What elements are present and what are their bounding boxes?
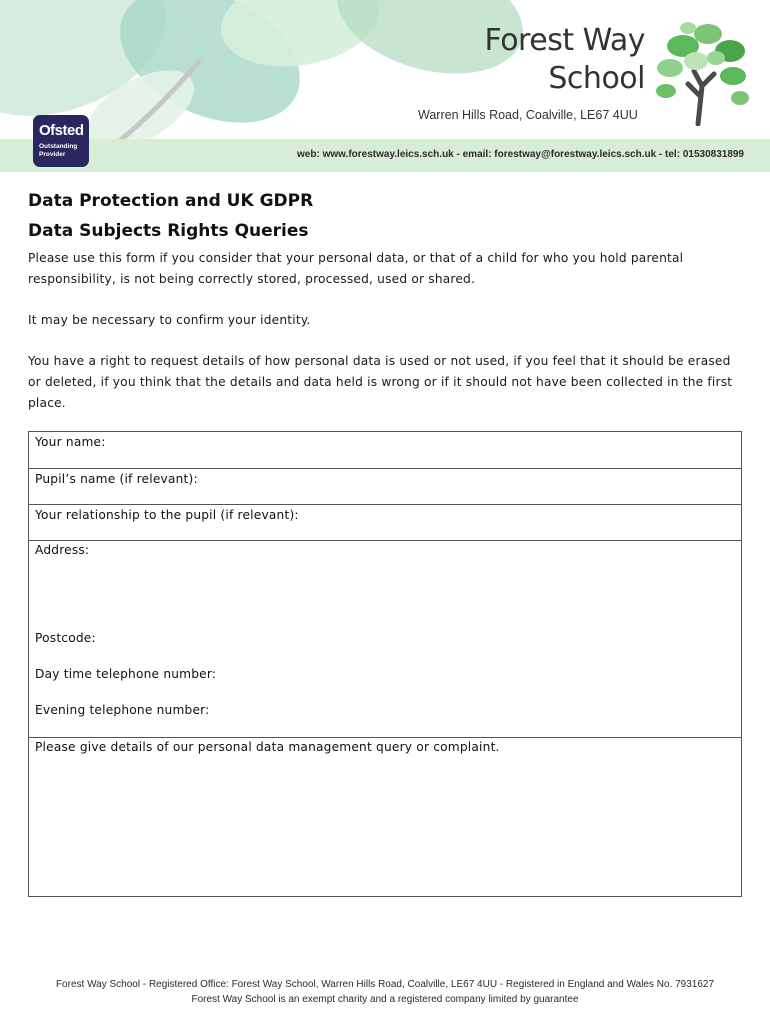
ofsted-grade-line2: Provider	[39, 151, 66, 158]
your-name-field[interactable]	[29, 432, 741, 469]
details-field[interactable]	[29, 738, 741, 896]
footer-registration: Forest Way School - Registered Office: Forest Way School, Warren Hills Road, Coalville, LE67 4UU - Registered in England and Wales No. 7931627	[55, 979, 715, 990]
school-name	[485, 22, 645, 98]
ofsted-grade-line1: Outstanding	[39, 143, 78, 150]
address-label: Address:	[35, 543, 90, 557]
day-phone-label: Day time telephone number:	[35, 667, 217, 681]
document-intro	[28, 186, 742, 434]
identity-paragraph: It may be necessary to confirm your identity.	[28, 313, 311, 327]
ofsted-title: Ofsted	[39, 122, 84, 139]
relationship-label: Your relationship to the pupil (if relevant):	[35, 508, 299, 522]
document-title-line1: Data Protection and UK GDPR	[28, 191, 314, 211]
rights-paragraph: You have a right to request details of how personal data is used or not used, if you feel that it should be erased or deleted, if you think that the details and data held is wrong or if it should not have been collected in the first place.	[28, 354, 733, 410]
address-field[interactable]	[29, 541, 741, 738]
details-label: Please give details of our personal data management query or complaint.	[35, 740, 500, 754]
postcode-label: Postcode:	[35, 631, 96, 645]
pupil-name-label: Pupil’s name (if relevant):	[35, 472, 198, 486]
intro-paragraph: Please use this form if you consider that your personal data, or that of a child for who you hold parental responsibility, is not being correctly stored, processed, used or shared.	[28, 251, 684, 286]
ofsted-grade	[39, 143, 87, 159]
query-form	[28, 431, 742, 897]
pupil-name-field[interactable]	[29, 469, 741, 505]
contact-bar	[0, 139, 770, 172]
document-title-line2: Data Subjects Rights Queries	[28, 221, 309, 241]
contact-details: web: www.forestway.leics.sch.uk - email: forestway@forestway.leics.sch.uk - tel: 01530831899	[297, 149, 744, 160]
evening-phone-label: Evening telephone number:	[35, 703, 210, 717]
page-footer	[0, 977, 770, 1007]
tree-logo-icon	[648, 16, 753, 126]
footer-charity-note: Forest Way School is an exempt charity and a registered company limited by guarantee	[191, 994, 579, 1005]
relationship-field[interactable]	[29, 505, 741, 541]
school-address: Warren Hills Road, Coalville, LE67 4UU	[418, 108, 638, 122]
letterhead	[0, 0, 770, 175]
your-name-label: Your name:	[35, 435, 106, 449]
document-title	[28, 186, 742, 246]
school-name-line1: Forest Way	[484, 23, 645, 58]
ofsted-badge-icon	[33, 115, 89, 167]
school-name-line2: School	[548, 61, 645, 96]
